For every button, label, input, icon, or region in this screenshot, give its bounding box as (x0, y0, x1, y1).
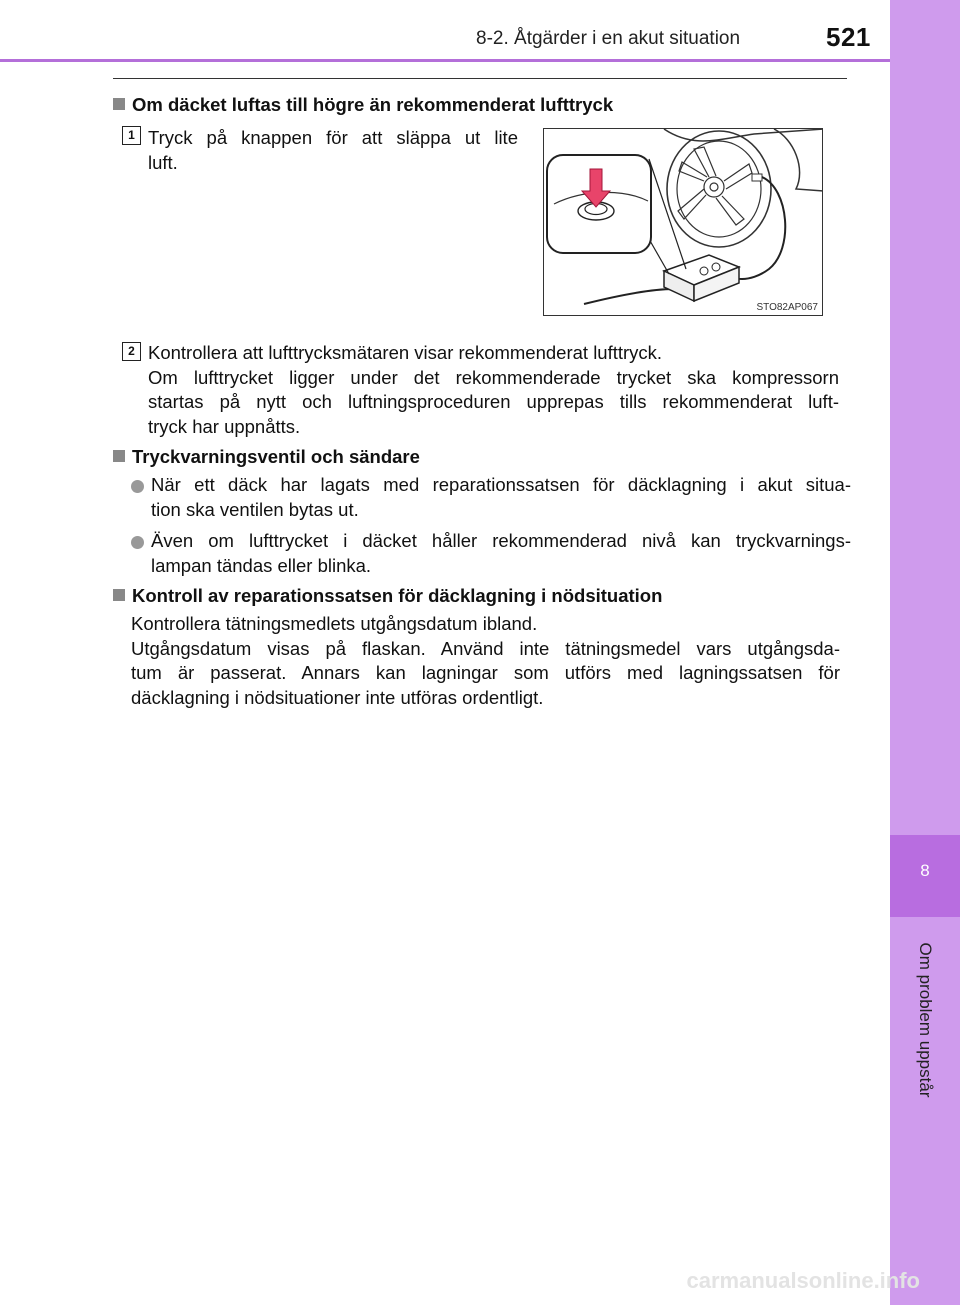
bullet-line: lampan tändas eller blinka. (151, 554, 372, 576)
bullet-line: tion ska ventilen bytas ut. (151, 498, 359, 520)
page-number: 521 (826, 22, 871, 52)
step-line: tryck har uppnåtts. (148, 415, 301, 437)
section-heading (113, 585, 662, 607)
section-heading-text: Om däcket luftas till högre än rekommenderat lufttryck (132, 94, 614, 115)
section-heading (113, 446, 420, 468)
chapter-number: 8 (920, 861, 930, 880)
section-heading-text: Tryckvarningsventil och sändare (132, 446, 420, 467)
step-line: Kontrollera att lufttrycksmätaren visar rekommenderat lufttryck. (148, 342, 663, 363)
section-heading-text: Kontroll av reparationssatsen för däcklagning i nödsituation (132, 585, 663, 606)
bullet-line: Även om lufttrycket i däcket håller rekommenderad nivå kan tryckvarnings- (151, 530, 851, 551)
square-bullet-icon (113, 589, 125, 601)
bullet-line: När ett däck har lagats med reparationssatsen för däcklagning i akut situa- (151, 474, 851, 495)
illustration-drawing (544, 129, 823, 316)
step-text (148, 341, 839, 439)
content-top-rule (113, 78, 847, 79)
figure-code: STO82AP067 (756, 302, 818, 313)
step-number: 2 (122, 342, 141, 361)
watermark: carmanualsonline.info (686, 1268, 920, 1293)
header-section-title: 8-2. Åtgärder i en akut situation (476, 28, 741, 49)
round-bullet-icon (131, 480, 144, 493)
step-line: Tryck på knappen för att släppa ut lite (148, 127, 518, 148)
section-heading (113, 94, 613, 116)
square-bullet-icon (113, 450, 125, 462)
body-line: Utgångsdatum visas på flaskan. Använd inte tätningsmedel vars utgångsda- (131, 637, 840, 659)
section-body (131, 612, 840, 710)
step-line: startas på nytt och luftningsproceduren upprepas tills rekommenderat luft- (148, 391, 839, 412)
step-line: Om lufttrycket ligger under det rekommenderade trycket ska kompressorn (148, 366, 839, 388)
chapter-tab[interactable] (890, 835, 960, 917)
body-line: tum är passerat. Annars kan lagningar som utförs med lagningssatsen för (131, 662, 840, 683)
body-line: däcklagning i nödsituationer inte utföras ordentligt. (131, 686, 544, 708)
round-bullet-icon (131, 536, 144, 549)
step-number: 1 (122, 126, 141, 145)
chapter-title: Om problem uppstår (916, 942, 935, 1098)
bullet-text (151, 529, 851, 578)
chapter-sidebar (890, 0, 960, 1305)
illustration-compressor-valve (543, 128, 823, 316)
square-bullet-icon (113, 98, 125, 110)
step-text (148, 126, 518, 175)
body-line: Kontrollera tätningsmedlets utgångsdatum ibland. (131, 613, 538, 634)
header-divider (0, 59, 890, 62)
step-line: luft. (148, 151, 178, 173)
bullet-text (151, 473, 851, 522)
